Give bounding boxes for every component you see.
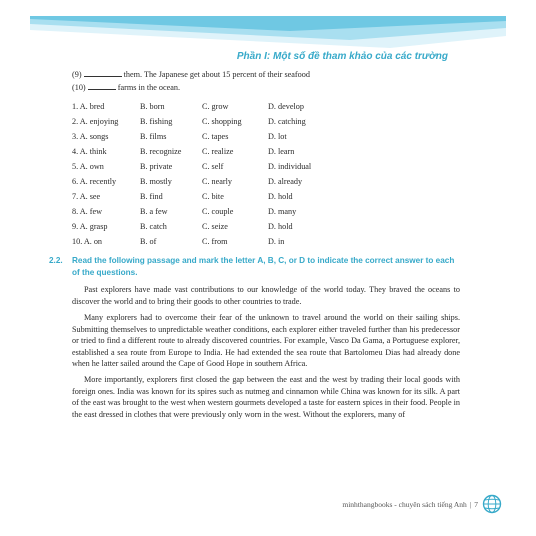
option-choice: 3. A. songs [72,132,109,142]
option-choice: 9. A. grasp [72,222,108,232]
option-choice: B. a few [140,207,168,217]
passage-paragraph: Past explorers have made vast contributions to our knowledge of the world today. They braved the oceans to discover the world and to bring their goods to other countries to trade. [72,285,460,306]
option-choice: C. shopping [202,117,242,127]
answer-blank [84,76,122,77]
section-instruction: Read the following passage and mark the letter A, B, C, or D to indicate the correct answer to each of the questions. [72,256,455,277]
option-choice: B. of [140,237,157,247]
page-number: 7 [474,499,478,509]
option-choice: D. learn [268,147,295,157]
option-choice: 4. A. think [72,147,107,157]
globe-logo-icon [482,494,502,514]
cloze-text: farms in the ocean. [115,83,181,93]
option-choice: D. already [268,177,303,187]
option-row [72,204,428,219]
option-row [72,159,428,174]
option-row [72,174,428,189]
option-choice: D. hold [268,192,293,202]
option-choice: D. develop [268,102,304,112]
option-choice: B. mostly [140,177,172,187]
option-choice: 5. A. own [72,162,104,172]
option-choice: B. fishing [140,117,173,127]
answer-blank [88,89,116,90]
option-choice: C. seize [202,222,228,232]
publisher-text: minhthangbooks - chuyên sách tiếng Anh [342,499,467,509]
blank-number: (10) [72,83,88,93]
cloze-text: them. The Japanese get about 15 percent of their seafood [121,70,310,79]
option-choice: C. grow [202,102,229,112]
passage-paragraph: Many explorers had to overcome their fear of the unknown to travel around the world on their sailing ships. Submitting themselves to unpredictable weather conditions, each explorer either traveled further than his predecessor or tried to find a different route to already discovered countries. For example, Vasco Da Gama, a Portuguese explorer, established a sea route from Europe to India. He had extended the sea route that Bartolomeu Dias had already done when he latter sailed around the Cape of Good Hope in southern Africa. [72,313,460,368]
option-choice: B. catch [140,222,167,232]
passage-paragraph: More importantly, explorers first closed the gap between the east and the west by trading their local goods with foreign ones. India was known for its spires such as nutmeg and cinnamon while China was known for its silk. A part of the east was brought to the west when western gourmets developed a taste for eastern spices in their food. People in the east dressed in clothes that were previously only worn in the west. Without the explorers, many of [72,375,460,419]
option-row [72,99,428,114]
option-row [72,234,428,249]
option-choice: D. hold [268,222,293,232]
option-row [72,114,428,129]
section-number: 2.2. [49,256,63,266]
option-choice: D. lot [268,132,287,142]
blank-number: (9) [72,70,84,79]
answer-options-table [72,99,428,249]
option-choice: 8. A. few [72,207,103,217]
option-choice: 2. A. enjoying [72,117,119,127]
section-2-2 [49,255,460,278]
cloze-line [72,82,460,93]
option-row [72,129,428,144]
option-row [72,219,428,234]
option-choice: D. individual [268,162,312,172]
option-choice: C. nearly [202,177,233,187]
option-choice: C. couple [202,207,234,217]
option-choice: D. catching [268,117,306,127]
option-choice: C. self [202,162,224,172]
option-choice: D. many [268,207,297,217]
option-choice: B. born [140,102,165,112]
option-choice: B. films [140,132,167,142]
option-choice: C. realize [202,147,234,157]
option-choice: D. in [268,237,285,247]
option-choice: 6. A. recently [72,177,117,187]
book-page [30,16,506,522]
option-choice: C. from [202,237,228,247]
page-header-title: Phần I: Một số đề tham khảo của các trường [236,51,448,62]
option-row [72,144,428,159]
reading-passage [72,284,460,420]
option-choice: B. find [140,192,163,202]
option-choice: B. recognize [140,147,182,157]
option-choice: C. tapes [202,132,229,142]
page-footer [342,494,502,514]
option-choice: C. bite [202,192,224,202]
option-choice: 7. A. see [72,192,101,202]
page-content [49,69,460,425]
option-choice: 1. A. bred [72,102,105,112]
cloze-tail [72,69,460,93]
footer-separator: | [469,499,472,509]
cloze-line [72,69,460,80]
option-row [72,189,428,204]
option-choice: B. private [140,162,173,172]
option-choice: 10. A. on [72,237,103,247]
